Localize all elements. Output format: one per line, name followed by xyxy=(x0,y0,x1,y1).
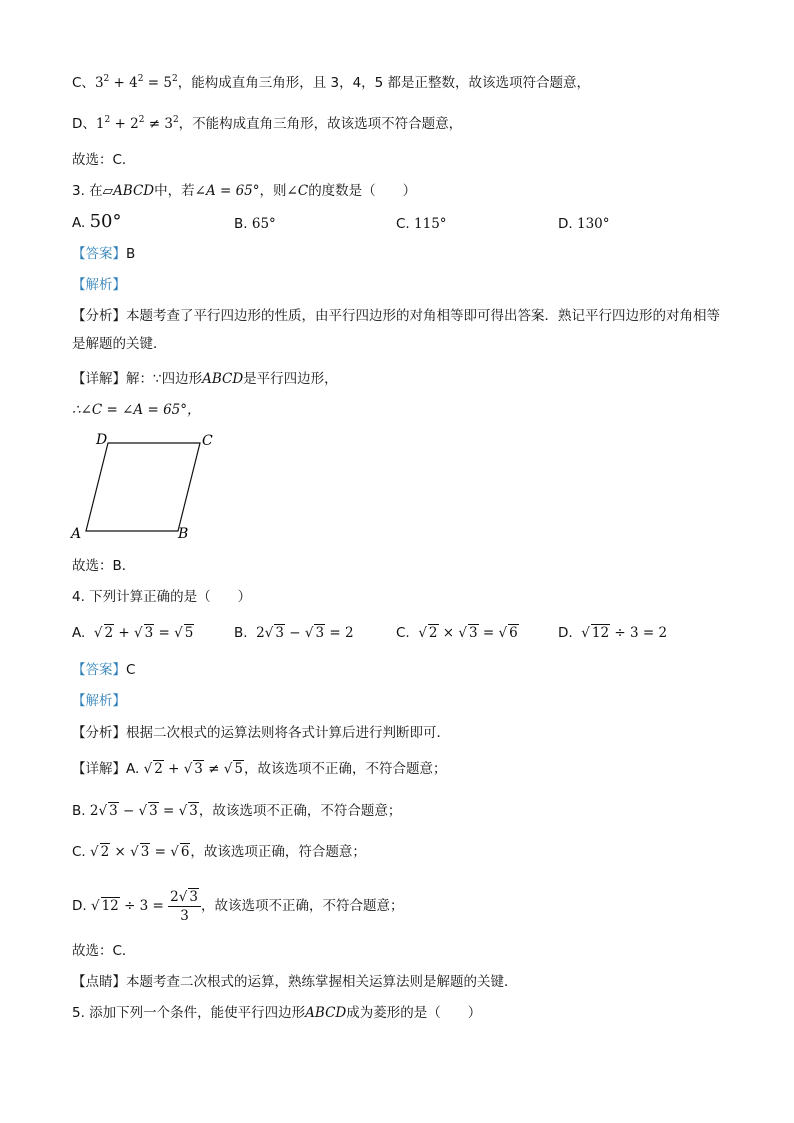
q3-xiangjie: 【详解】解：∵四边形ABCD是平行四边形， xyxy=(72,371,338,387)
math-d: $1^2 + 2^2 \ne 3^2$ xyxy=(95,115,179,132)
q4-option-b: B. 2√ 3 − √ 3 = 2 xyxy=(234,625,354,641)
q4-detail-b: B. 2√ 3 − √ 3 = √ 3，故该选项不正确，不符合题意； xyxy=(72,803,402,819)
q4-detail-a: 【详解】A. √ 2 + √ 3 ≠ √ 5，故该选项不正确，不符合题意； xyxy=(72,761,447,777)
q2-option-d-line: D、$1^2 + 2^2 \ne 3^2$，不能构成直角三角形，故该选项不符合题意， xyxy=(72,115,463,132)
q3-fenxi: 【分析】本题考查了平行四边形的性质，由平行四边形的对角相等即可得出答案．熟记平行四边形的对角相等是解题的关键． xyxy=(72,308,720,352)
q3-answer: 【答案】B xyxy=(72,246,136,262)
q3-analysis-tag: 【解析】 xyxy=(72,277,126,293)
q4-option-d: D. √ 12 ÷ 3 = 2 xyxy=(558,625,668,641)
parallelogram-figure xyxy=(68,428,228,546)
q4-fenxi: 【分析】根据二次根式的运算法则将各式计算后进行判断即可． xyxy=(72,725,450,741)
math-c: $3^2 + 4^2 = 5^2$ xyxy=(94,74,178,91)
q3-option-c: C. 115° xyxy=(396,216,447,232)
q3-option-b: B. 65° xyxy=(234,216,276,232)
fraction: $\frac{2√ 3}{3}$ xyxy=(168,888,201,925)
q4-option-a: A. √ 2 + √ 3 = √ 5 xyxy=(72,625,194,641)
label-c: C xyxy=(202,433,213,449)
q3-therefore: ∴∠C = ∠A = 65°， xyxy=(72,402,201,418)
q2-option-c-line: C、$3^2 + 4^2 = 5^2$，能构成直角三角形，且 3，4，5 都是正整数，故该选项符合题意， xyxy=(72,74,591,91)
q4-stem: 4. 下列计算正确的是（ ） xyxy=(72,589,252,605)
q4-answer: 【答案】C xyxy=(72,662,136,678)
label-d: D xyxy=(96,432,108,448)
q4-detail-c: C. √ 2 × √ 3 = √ 6，故该选项正确，符合题意； xyxy=(72,844,366,860)
q4-analysis-tag: 【解析】 xyxy=(72,693,126,709)
q2-select: 故选：C． xyxy=(72,152,136,168)
q4-option-c: C. √ 2 × √ 3 = √ 6 xyxy=(396,625,518,641)
q5-stem: 5. 添加下列一个条件，能使平行四边形ABCD成为菱形的是（ ） xyxy=(72,1005,482,1021)
parallelogram-shape xyxy=(86,443,200,531)
q4-dianjing: 【点睛】本题考查二次根式的运算，熟练掌握相关运算法则是解题的关键． xyxy=(72,974,518,990)
label-a: A xyxy=(71,526,82,542)
q3-option-a: A. 50° xyxy=(72,211,122,232)
q3-option-d: D. 130° xyxy=(558,216,610,232)
q3-stem: 3. 在▱ABCD中，若∠A = 65°，则∠C的度数是（ ） xyxy=(72,183,417,199)
q4-detail-d: D. √ 12 ÷ 3 = $\frac{2√ 3}{3}$ ，故该选项不正确，不符合题意； xyxy=(72,888,404,924)
q3-select: 故选：B． xyxy=(72,558,136,574)
label-b: B xyxy=(178,526,189,542)
q4-select: 故选：C． xyxy=(72,943,136,959)
